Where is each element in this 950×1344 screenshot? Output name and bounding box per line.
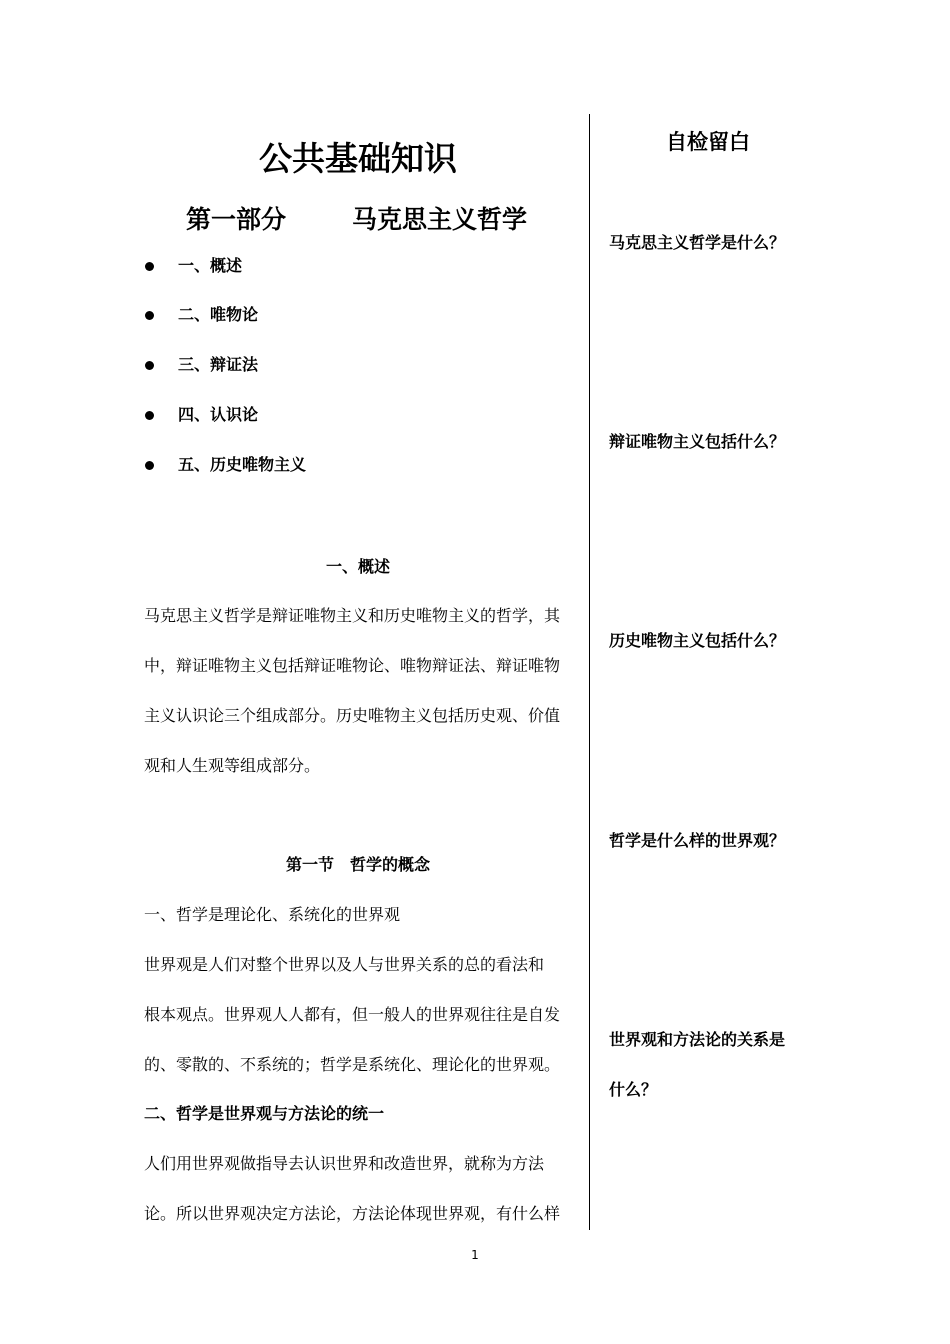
body-line: 中，辩证唯物主义包括辩证唯物论、唯物辩证法、辩证唯物	[144, 656, 561, 675]
self-check-question: 历史唯物主义包括什么？	[609, 631, 786, 650]
self-check-question: 辩证唯物主义包括什么？	[609, 432, 786, 451]
point1-heading: 一、哲学是理论化、系统化的世界观	[144, 905, 401, 924]
bullet-icon	[145, 461, 154, 470]
body-line: 论。所以世界观决定方法论，方法论体现世界观，有什么样	[144, 1204, 561, 1223]
document-title: 公共基础知识	[259, 139, 457, 178]
body-line: 马克思主义哲学是辩证唯物主义和历史唯物主义的哲学，其	[144, 606, 561, 625]
overview-heading: 一、概述	[325, 557, 390, 576]
column-divider	[589, 114, 590, 1230]
self-check-question: 哲学是什么样的世界观？	[609, 831, 786, 850]
self-check-question-continued: 什么？	[609, 1080, 658, 1099]
bullet-icon	[145, 262, 154, 271]
point2-heading: 二、哲学是世界观与方法论的统一	[144, 1104, 385, 1123]
self-check-question: 世界观和方法论的关系是	[609, 1030, 786, 1049]
page-number: 1	[471, 1248, 479, 1262]
body-line: 根本观点。世界观人人都有，但一般人的世界观往往是自发	[144, 1005, 561, 1024]
body-line: 主义认识论三个组成部分。历史唯物主义包括历史观、价值	[144, 706, 561, 725]
body-line: 人们用世界观做指导去认识世界和改造世界，就称为方法	[144, 1154, 545, 1173]
body-line: 世界观是人们对整个世界以及人与世界关系的总的看法和	[144, 955, 545, 974]
sidebar-title: 自检留白	[666, 130, 750, 154]
bullet-icon	[145, 411, 154, 420]
bullet-icon	[145, 361, 154, 370]
body-line: 观和人生观等组成部分。	[144, 756, 321, 775]
part-title: 马克思主义哲学	[352, 205, 528, 234]
section-heading: 第一节 哲学的概念	[285, 855, 430, 874]
part-label: 第一部分	[186, 205, 287, 234]
self-check-question: 马克思主义哲学是什么？	[609, 233, 786, 252]
body-line: 的、零散的、不系统的；哲学是系统化、理论化的世界观。	[144, 1055, 561, 1074]
bullet-icon	[145, 311, 154, 320]
